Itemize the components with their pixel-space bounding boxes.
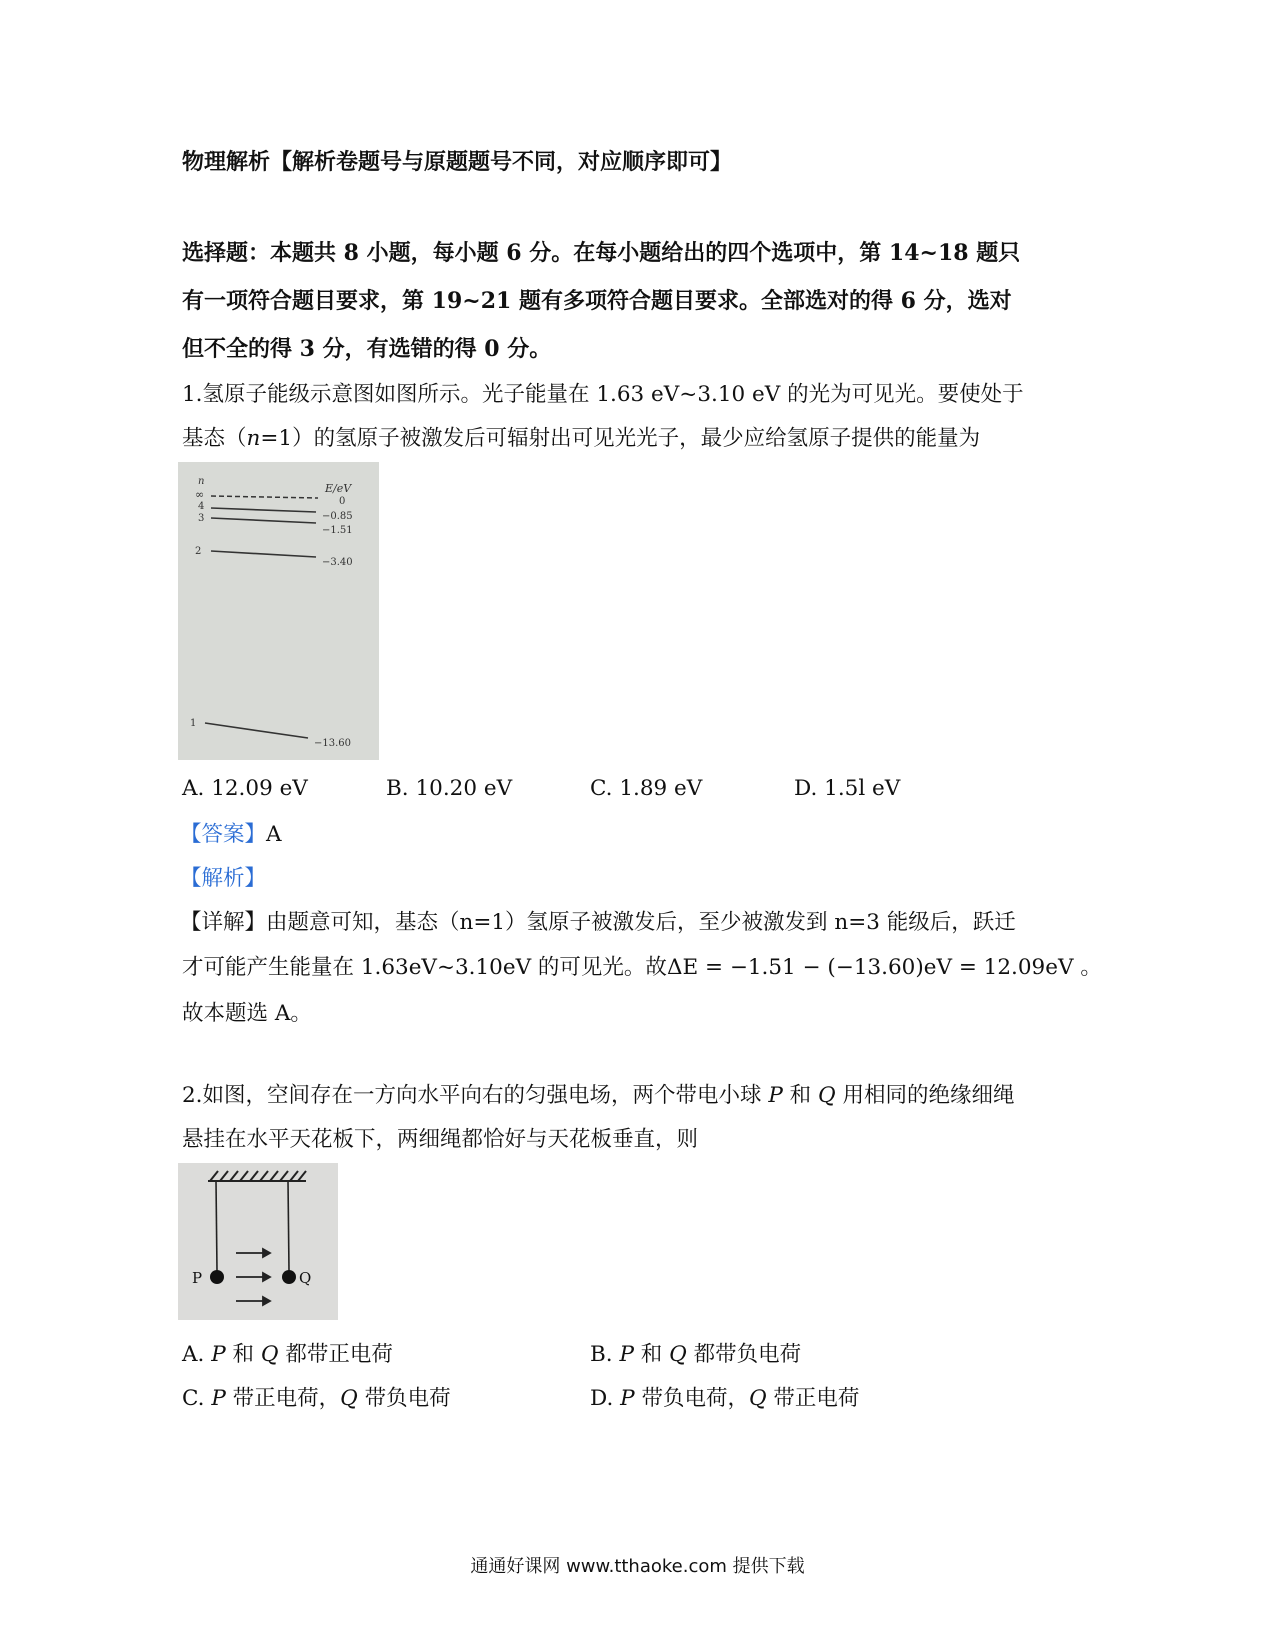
detail-formula: ΔE = −1.51 − (−13.60)eV = 12.09eV	[666, 955, 1074, 980]
ball-p	[210, 1270, 224, 1284]
string-p	[216, 1181, 217, 1271]
level-e-inf: 0	[339, 496, 346, 507]
level-line-3	[211, 518, 316, 523]
electric-field-diagram	[178, 1163, 338, 1320]
string-q	[288, 1181, 289, 1271]
level-e-1: −13.60	[314, 738, 352, 749]
q1-option-c: C. 1.89 eV	[590, 776, 703, 801]
q2-stem-line-2: 悬挂在水平天花板下，两细绳都恰好与天花板垂直，则	[182, 1127, 699, 1152]
analysis-tag: 【解析】	[180, 866, 267, 891]
intro-line-2: 有一项符合题目要求，第 19~21 题有多项符合题目要求。全部选对的得 6 分，选对	[182, 288, 1012, 314]
e-axis-header: E/eV	[325, 482, 352, 495]
q1-answer	[180, 817, 282, 848]
energy-level-diagram	[178, 462, 379, 760]
label-p: P	[192, 1269, 203, 1287]
ceiling-hatch	[208, 1171, 306, 1181]
level-line-2	[211, 551, 316, 557]
ball-q	[282, 1270, 296, 1284]
n-axis-header: n	[198, 476, 205, 487]
q2-option-d: D. P 带负电荷，Q 带正电荷	[590, 1386, 860, 1411]
footer-source: 通通好课网 www.tthaoke.com 提供下载	[470, 1556, 805, 1577]
detail-line-2: 才可能产生能量在 1.63eV~3.10eV 的可见光。故ΔE = −1.51 − (−13.60)eV = 12.09eV 。	[182, 955, 1102, 980]
detail-line-1: 【详解】由题意可知，基态（n=1）氢原子被激发后，至少被激发到 n=3 能级后，跃迁	[180, 910, 1016, 935]
q1-option-b: B. 10.20 eV	[386, 776, 513, 801]
q2-option-c: C. P 带正电荷，Q 带负电荷	[182, 1386, 451, 1411]
level-e-2: −3.40	[322, 557, 353, 568]
detail-tag: 【详解】	[180, 910, 267, 935]
q2-option-b: B. P 和 Q 都带负电荷	[590, 1342, 802, 1367]
level-n-1: 1	[190, 718, 197, 729]
q1-option-a: A. 12.09 eV	[182, 776, 308, 801]
label-q: Q	[299, 1269, 312, 1287]
field-arrows	[236, 1249, 270, 1305]
q1-stem-line-1: 1.氢原子能级示意图如图所示。光子能量在 1.63 eV~3.10 eV 的光为可见光。要使处于	[182, 382, 1024, 407]
intro-line-3: 但不全的得 3 分，有选错的得 0 分。	[182, 336, 552, 362]
level-n-4: 4	[198, 501, 205, 512]
q1-stem-line-2: 基态（n=1）的氢原子被激发后可辐射出可见光光子，最少应给氢原子提供的能量为	[182, 426, 981, 451]
page-title: 物理解析【解析卷题号与原题题号不同，对应顺序即可】	[182, 149, 733, 175]
q1-option-d: D. 1.5l eV	[794, 776, 901, 801]
answer-value: A	[266, 822, 282, 847]
answer-tag: 【答案】	[180, 822, 267, 847]
level-line-4	[211, 508, 316, 512]
level-e-3-label: −1.51	[322, 525, 353, 536]
q2-stem-line-1: 2.如图，空间存在一方向水平向右的匀强电场，两个带电小球 P 和 Q 用相同的绝缘细绳	[182, 1083, 1015, 1108]
q2-option-a: A. P 和 Q 都带正电荷	[182, 1342, 393, 1367]
level-line-inf	[211, 496, 318, 498]
intro-line-1: 选择题：本题共 8 小题，每小题 6 分。在每小题给出的四个选项中，第 14~18 题只	[182, 240, 1021, 266]
level-n-inf: ∞	[195, 488, 205, 501]
detail-line-3: 故本题选 A。	[182, 1001, 312, 1026]
level-line-1	[205, 723, 308, 738]
level-n-2: 2	[195, 546, 202, 557]
level-n-3: 3	[198, 513, 205, 524]
level-e-4: −0.85	[322, 511, 353, 522]
